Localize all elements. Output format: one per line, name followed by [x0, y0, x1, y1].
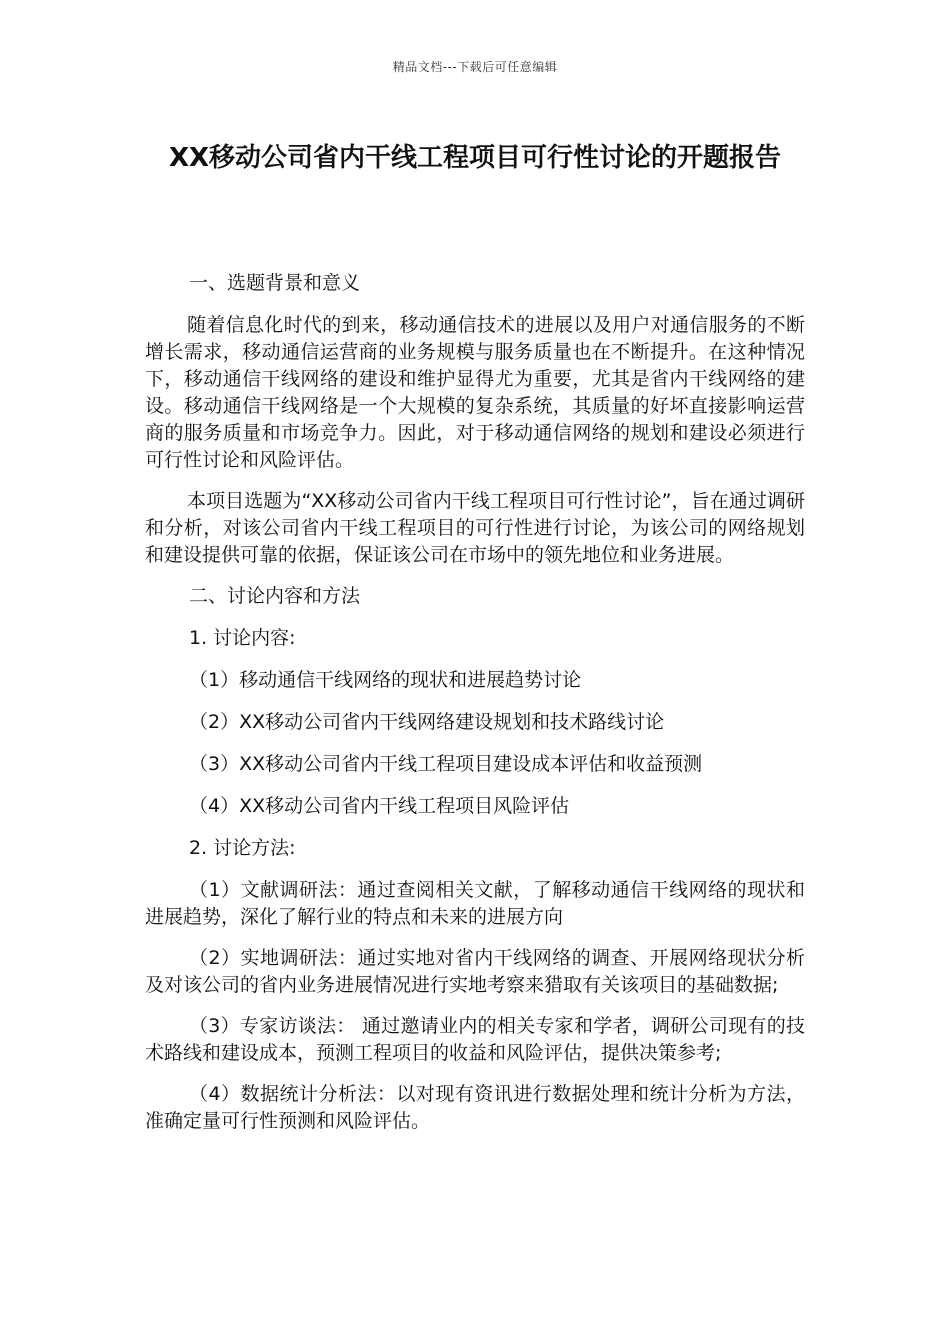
document-title: XX移动公司省内干线工程项目可行性讨论的开题报告 — [168, 143, 782, 173]
document-body — [145, 270, 805, 1149]
subheading-method: 2. 讨论方法: — [189, 837, 296, 859]
method-item-1: （1）文献调研法：通过查阅相关文献，了解移动通信干线网络的现状和进展趋势，深化了解行业的特点和未来的进展方向 — [145, 879, 805, 928]
method-item-2: （2）实地调研法：通过实地对省内干线网络的调查、开展网络现状分析及对该公司的省内业务进展情况进行实地考察来猎取有关该项目的基础数据; — [145, 947, 805, 996]
background-paragraph-2: 本项目选题为“XX移动公司省内干线工程项目可行性讨论”，旨在通过调研和分析，对该公司省内干线工程项目的可行性进行讨论，为该公司的网络规划和建设提供可靠的依据，保证该公司在市场中的领先地位和业务进展。 — [145, 490, 805, 566]
section-heading-content-method: 二、讨论内容和方法 — [189, 585, 361, 607]
method-item-4: （4）数据统计分析法：以对现有资讯进行数据处理和统计分析为方法，准确定量可行性预测和风险评估。 — [145, 1083, 805, 1132]
background-paragraph-1: 随着信息化时代的到来，移动通信技术的进展以及用户对通信服务的不断增长需求，移动通信运营商的业务规模与服务质量也在不断提升。在这种情况下，移动通信干线网络的建设和维护显得尤为重要，尤其是省内干线网络的建设。移动通信干线网络是一个大规模的复杂系统，其质量的好坏直接影响运营商的服务质量和市场竞争力。因此，对于移动通信网络的规划和建设必须进行可行性讨论和风险评估。 — [145, 314, 805, 471]
content-item-1: （1）移动通信干线网络的现状和进展趋势讨论 — [189, 669, 582, 691]
content-item-4: （4）XX移动公司省内干线工程项目风险评估 — [189, 795, 570, 817]
method-item-3: （3）专家访谈法： 通过邀请业内的相关专家和学者，调研公司现有的技术路线和建设成本，预测工程项目的收益和风险评估，提供决策参考; — [145, 1015, 805, 1064]
content-item-3: （3）XX移动公司省内干线工程项目建设成本评估和收益预测 — [189, 753, 703, 775]
header-note: 精品文档---下载后可任意编辑 — [392, 60, 558, 74]
subheading-content: 1. 讨论内容: — [189, 627, 296, 649]
section-heading-background: 一、选题背景和意义 — [189, 272, 361, 294]
content-item-2: （2）XX移动公司省内干线网络建设规划和技术路线讨论 — [189, 711, 665, 733]
